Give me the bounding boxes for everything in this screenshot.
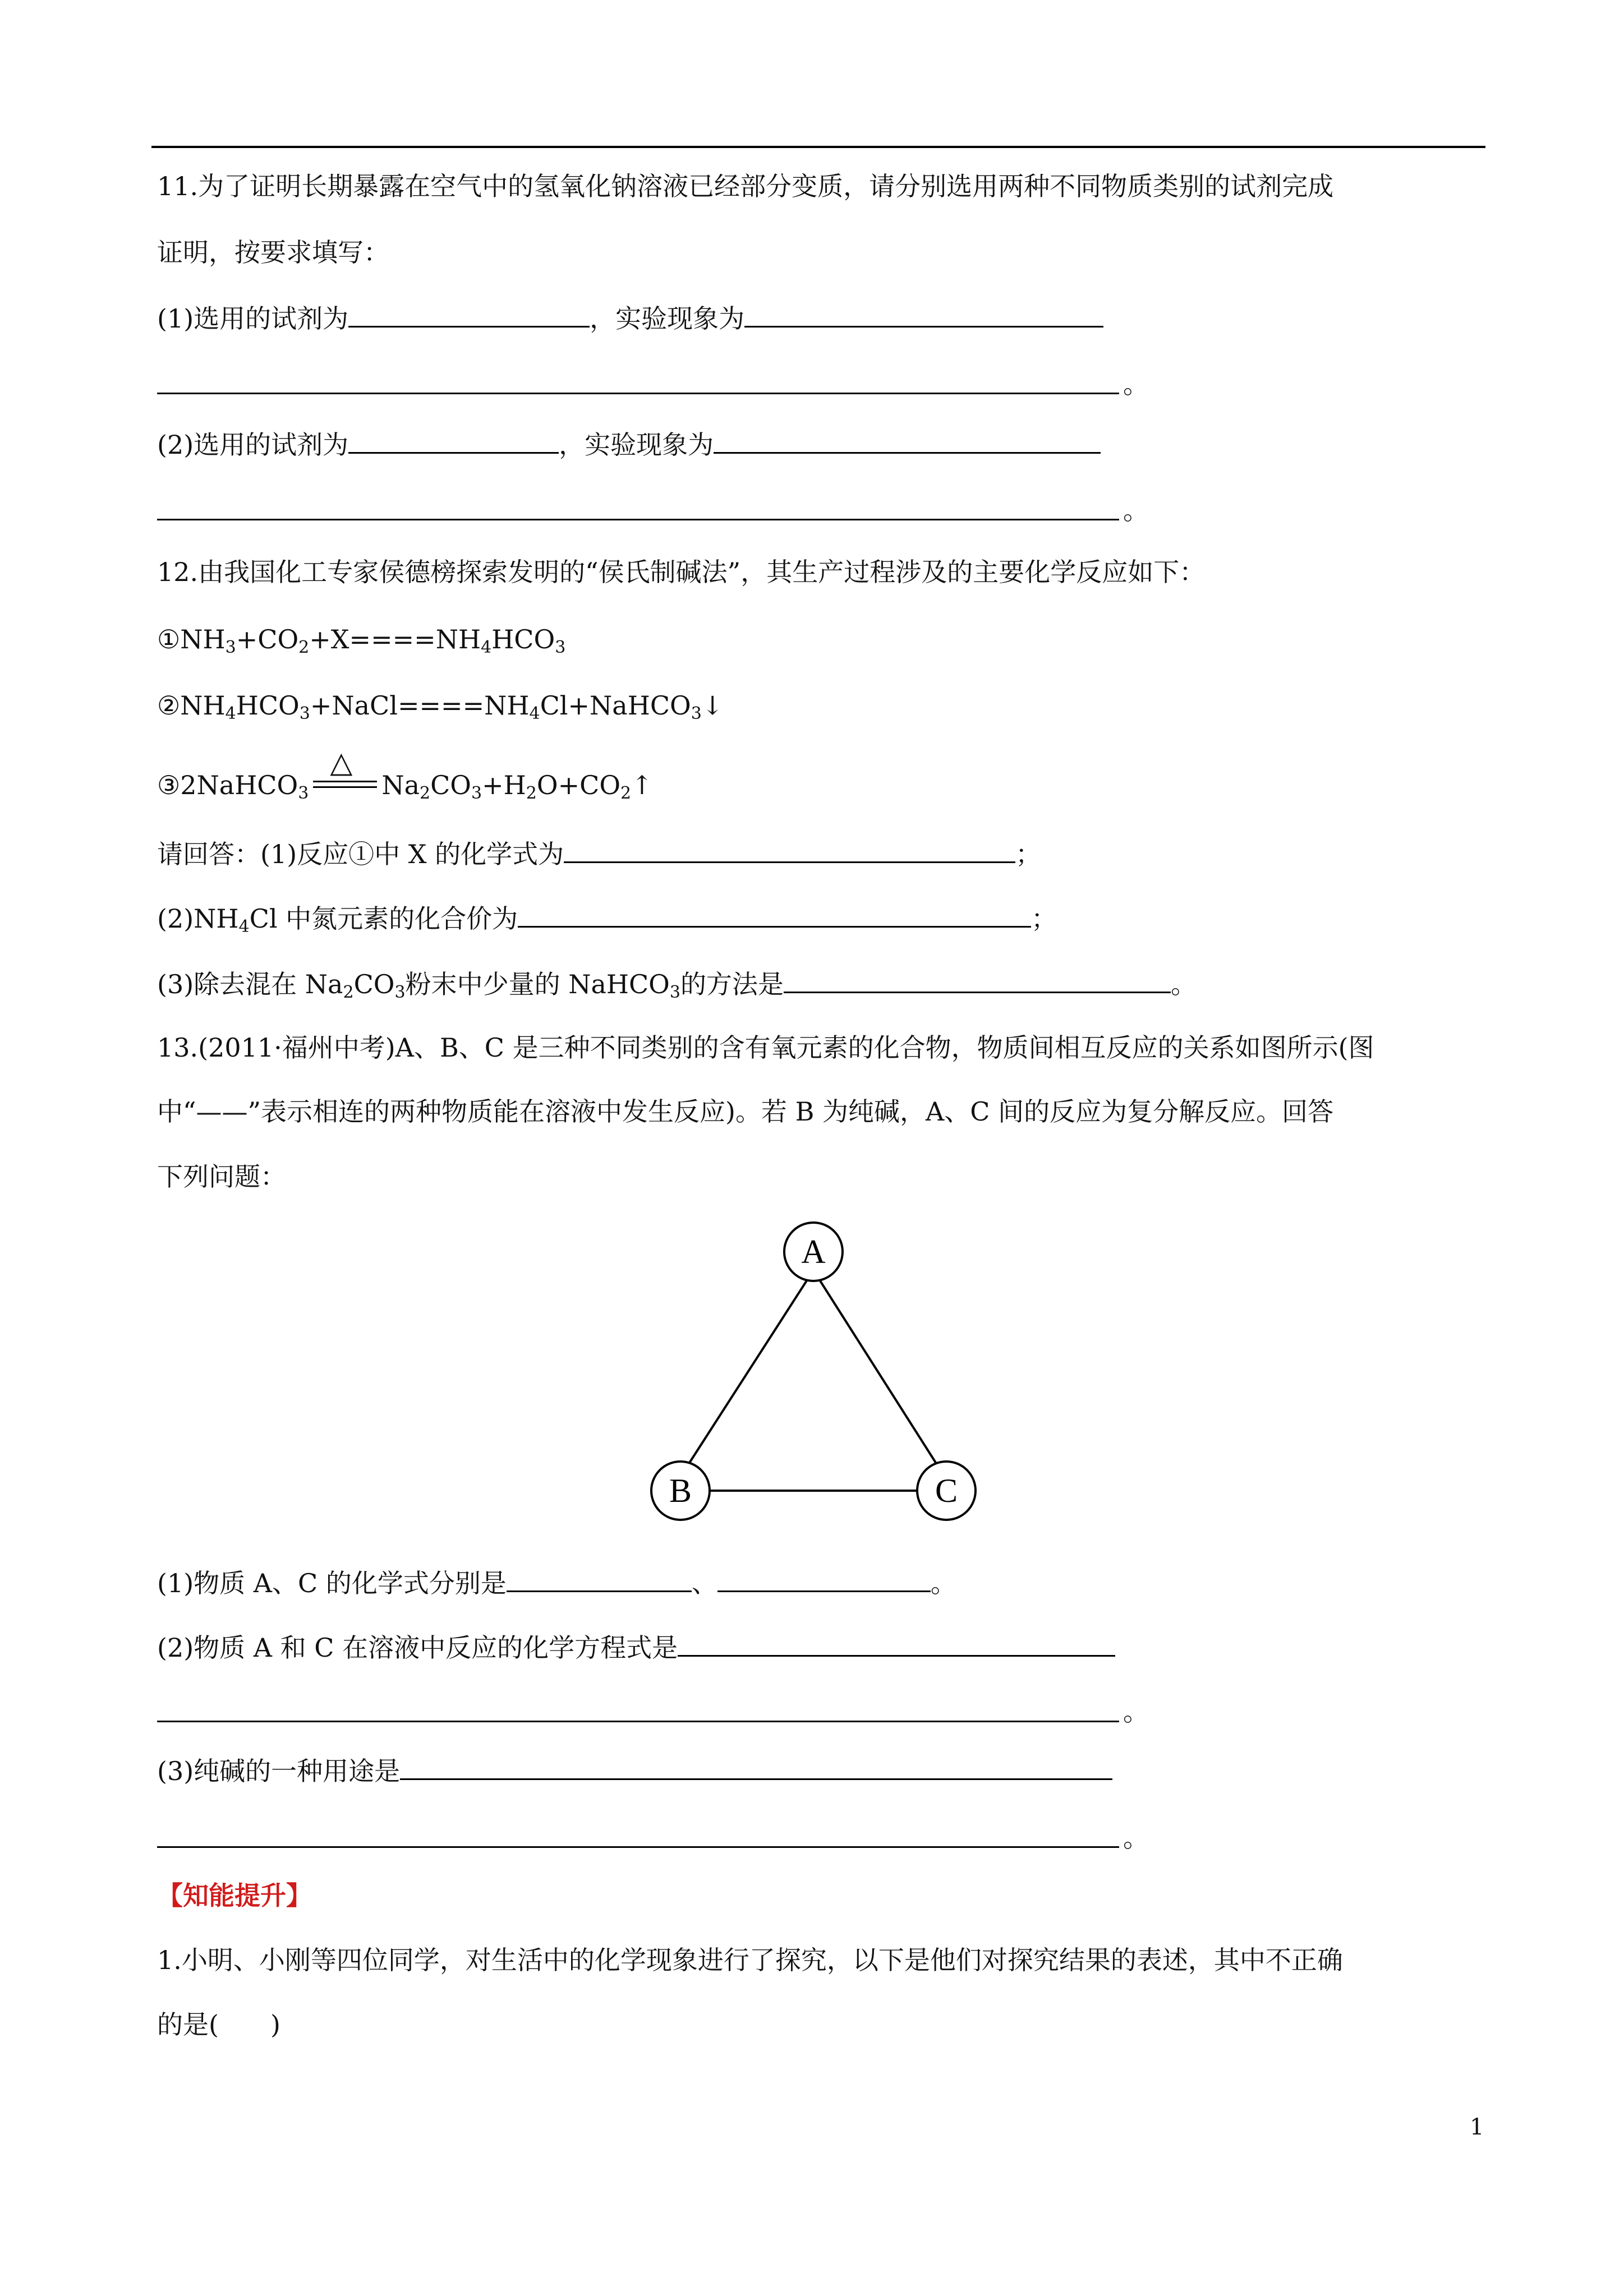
q11-p1-mid: ，实验现象为	[590, 303, 745, 334]
q11-p1-phenomenon-blank[interactable]	[744, 300, 1103, 328]
q13-part1: (1)物质 A、C 的化学式分别是 、 。	[157, 1565, 956, 1600]
q11-p2-reagent-blank[interactable]	[348, 426, 559, 454]
q12-equation-1: $①NH_3+CO_2+X====NH_4HCO_3$	[157, 624, 566, 657]
q13-p2-continuation-blank[interactable]	[157, 1721, 1119, 1722]
q11-line1: 11.为了证明长期暴露在空气中的氢氧化钠溶液已经部分变质，请分别选用两种不同物质类别的试剂完成	[157, 171, 1334, 201]
q11-p2-phenomenon-blank[interactable]	[714, 426, 1101, 454]
q11-p1-prefix: (1)选用的试剂为	[157, 303, 349, 334]
q13-p3-end-mark: 。	[1123, 1823, 1149, 1853]
q12-p1-blank[interactable]	[564, 836, 1015, 863]
heat-condition-sign	[309, 746, 381, 802]
header-rule	[151, 146, 1485, 148]
q11-p1-end-mark: 。	[1123, 369, 1149, 399]
q13-p3-continuation-blank[interactable]	[157, 1846, 1119, 1848]
q11-p2-continuation-blank[interactable]	[157, 519, 1119, 520]
q1-line2: 的是( )	[157, 2009, 280, 2040]
node-c-label: C	[935, 1472, 958, 1509]
q13-p2-end-mark: 。	[1123, 1696, 1149, 1727]
edge-a-c	[813, 1270, 944, 1475]
q13-p3-blank[interactable]	[400, 1753, 1112, 1780]
heat-triangle-icon: △	[330, 746, 353, 780]
q11-p1-continuation-blank[interactable]	[157, 393, 1119, 394]
edge-a-b	[682, 1270, 813, 1475]
q13-line1: 13.(2011·福州中考)A、B、C 是三种不同类别的含有氧元素的化合物，物质间相互反应的关系如图所示(图	[157, 1032, 1374, 1063]
q11-p2-prefix: (2)选用的试剂为	[157, 430, 349, 460]
node-a-label: A	[801, 1233, 826, 1270]
q12-equation-3: ③2NaHCO$_3$ △ $Na_2CO_3+H_2O+CO_2↑$	[157, 746, 653, 803]
gas-arrow: ↑	[631, 770, 653, 800]
q12-equation-2: $②NH_4HCO_3+NaCl====NH_4Cl+NaHCO_3↓$	[157, 690, 724, 723]
q13-p2-blank[interactable]	[678, 1629, 1115, 1657]
q1-line1: 1.小明、小刚等四位同学，对生活中的化学现象进行了探究，以下是他们对探究结果的表述，其中不正确	[157, 1945, 1343, 1975]
q12-line1: 12.由我国化工专家侯德榜探索发明的“侯氏制碱法”，其生产过程涉及的主要化学反应如下：	[157, 557, 1206, 587]
q13-p1-a-blank[interactable]	[507, 1565, 692, 1592]
q11-p1-reagent-blank[interactable]	[348, 300, 590, 328]
q11-part1	[157, 300, 1103, 335]
q13-part2: (2)物质 A 和 C 在溶液中反应的化学方程式是	[157, 1629, 1115, 1665]
q12-part1: 请回答：(1)反应①中 X 的化学式为 ；	[157, 836, 1041, 871]
q11-p2-mid: ，实验现象为	[559, 430, 714, 460]
q11-p2-end-mark: 。	[1123, 495, 1149, 525]
q12-part3: (3)除去混在 $Na_2CO_3$粉末中少量的 NaHCO$_3$的方法是 。	[157, 966, 1197, 1001]
q11-line2: 证明，按要求填写：	[157, 237, 389, 268]
section-heading: 【知能提升】	[157, 1880, 312, 1911]
node-b-label: B	[669, 1472, 692, 1509]
q12-p2-blank[interactable]	[518, 900, 1031, 928]
q13-line2: 中“——”表示相连的两种物质能在溶液中发生反应)。若 B 为纯碱，A、C 间的反应为复分解反应。回答	[157, 1096, 1334, 1127]
q11-part2	[157, 426, 1101, 462]
q13-p1-c-blank[interactable]	[717, 1565, 931, 1592]
precipitate-arrow: ↓	[701, 690, 724, 721]
q12-part2: $(2)NH_4Cl$ 中氮元素的化合价为 ；	[157, 900, 1057, 935]
q13-part3: (3)纯碱的一种用途是	[157, 1753, 1112, 1788]
reaction-triangle-diagram	[634, 1217, 1004, 1533]
page-number: 1	[1470, 2114, 1484, 2140]
q12-p3-blank[interactable]	[784, 966, 1171, 993]
q13-line3: 下列问题：	[157, 1161, 286, 1192]
